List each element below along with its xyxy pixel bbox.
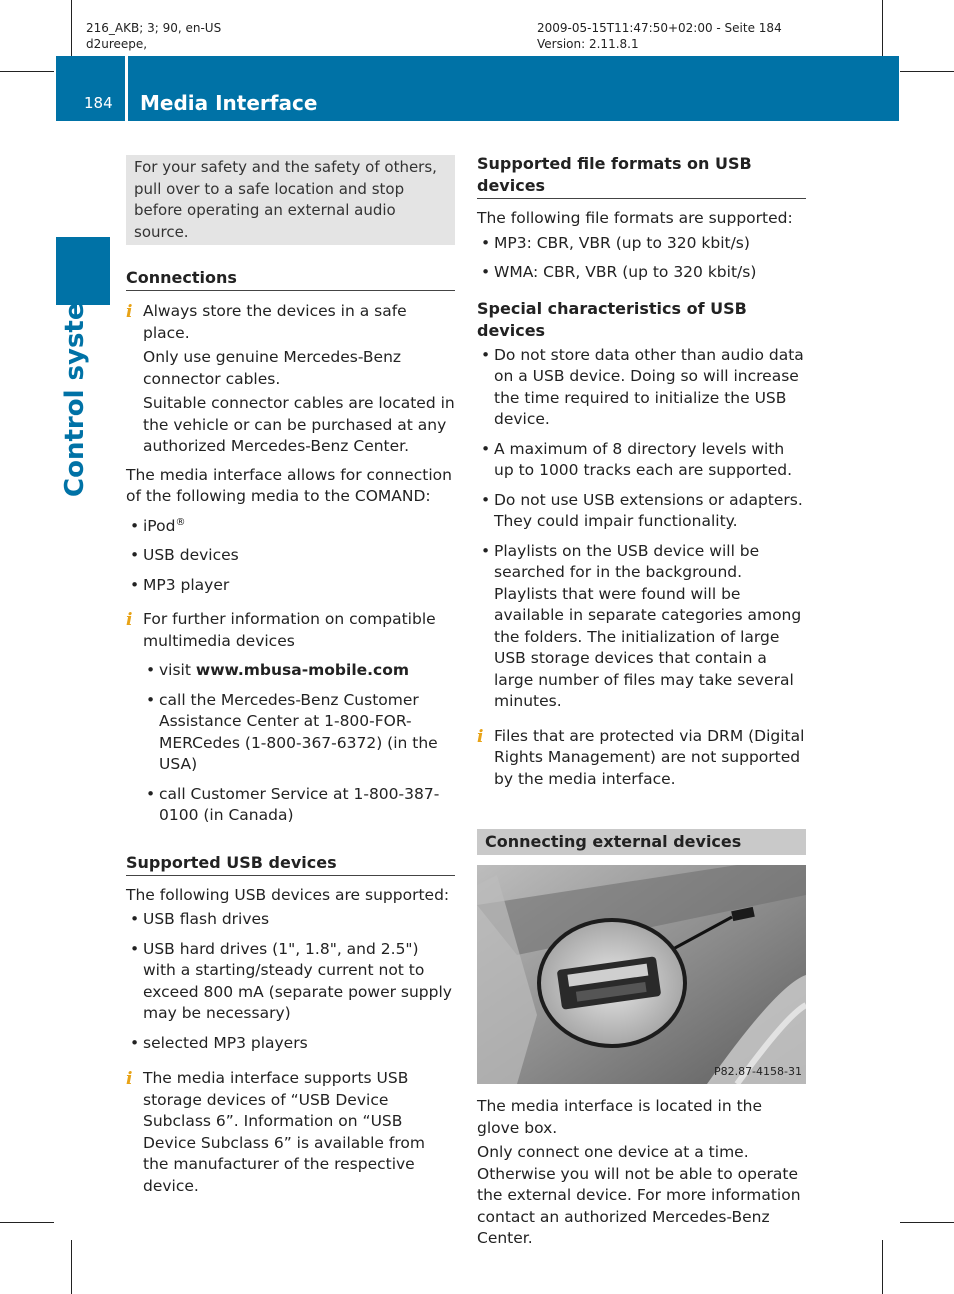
info-note (477, 726, 806, 791)
header-divider (125, 56, 128, 121)
list-item: • Do not store data other than audio data on a USB device. Doing so will increase the time required to initialize the USB device. (477, 345, 806, 431)
list-item: • selected MP3 players (126, 1033, 455, 1055)
list-item: • USB hard drives (1", 1.8", and 2.5") with a starting/steady current not to exceed 800 mA (separate power supply may be necessary) (126, 939, 455, 1025)
list-item: • WMA: CBR, VBR (up to 320 kbit/s) (477, 262, 806, 284)
info-icon: i (477, 726, 484, 747)
photo-code: P82.87-4158-31 (713, 1064, 802, 1078)
list-item: • USB devices (126, 545, 455, 567)
crop-mark (900, 71, 954, 72)
print-meta-right (537, 20, 782, 52)
meta-line: d2ureepe, (86, 37, 148, 51)
website-link[interactable]: www.mbusa-mobile.com (195, 661, 410, 679)
list-item: • MP3: CBR, VBR (up to 320 kbit/s) (477, 233, 806, 255)
crop-mark (900, 1222, 954, 1223)
info-icon: i (126, 610, 133, 630)
info-note (126, 301, 455, 458)
crop-mark (882, 0, 883, 56)
list-item: • USB flash drives (126, 909, 455, 931)
info-text: Suitable connector cables are located in the vehicle or can be purchased at any authorized Mercedes-Benz Center. (143, 394, 455, 455)
info-text: For further information on compatible multimedia devices (143, 610, 436, 650)
crop-mark (71, 1240, 72, 1294)
info-text: Always store the devices in a safe place. (143, 302, 407, 342)
info-text: Files that are protected via DRM (Digital Rights Management) are not supported by the media interface. (494, 726, 805, 788)
list-item: • Do not use USB extensions or adapters. They could impair functionality. (477, 490, 806, 533)
usb-special-heading: Special characteristics of USB devices (477, 298, 747, 340)
crop-mark (0, 71, 54, 72)
list-item: • call Customer Service at 1-800-387-0100 (in Canada) (126, 784, 455, 827)
body-text: The media interface is located in the glove box. (477, 1097, 763, 1137)
list-item-text: iPod (143, 516, 176, 535)
left-column (126, 155, 455, 1197)
registered-mark: ® (175, 516, 186, 528)
glovebox-illustration (477, 865, 806, 1084)
section-label: Control systems (60, 259, 90, 497)
print-meta-left (86, 20, 221, 52)
meta-line: 216_AKB; 3; 90, en-US (86, 21, 222, 35)
info-text: The media interface supports USB storage devices of “USB Device Subclass 6”. Information on “USB Device Subclass 6” is available from the manufacturer of the respective device. (143, 1069, 425, 1195)
right-column (477, 153, 806, 1250)
list-item (126, 516, 455, 538)
page-number: 184 (84, 94, 113, 112)
crop-mark (0, 1222, 54, 1223)
page-title: Media Interface (140, 91, 318, 115)
list-item (126, 660, 455, 682)
info-text: Only use genuine Mercedes-Benz connector cables. (143, 348, 402, 388)
crop-mark (71, 0, 72, 56)
info-icon: i (126, 1069, 133, 1089)
info-note (126, 609, 455, 652)
list-item: • MP3 player (126, 575, 455, 597)
list-item: • call the Mercedes-Benz Customer Assistance Center at 1-800-FOR-MERCedes (1-800-367-6372) (in the USA) (126, 690, 455, 776)
body-text: The media interface allows for connection of the following media to the COMAND: (126, 465, 452, 505)
usb-devices-heading: Supported USB devices (126, 852, 455, 876)
meta-line: Version: 2.11.8.1 (537, 37, 639, 51)
info-icon: i (126, 302, 133, 322)
page-header (56, 56, 899, 121)
body-text: The following file formats are supported: (477, 209, 793, 227)
list-item-text: visit (159, 661, 196, 679)
connecting-heading: Connecting external devices (477, 829, 806, 855)
body-text: Only connect one device at a time. Otherwise you will not be able to operate the external device. For more information contact an authorized Mercedes-Benz Center. (477, 1143, 801, 1247)
safety-warning: For your safety and the safety of others, pull over to a safe location and stop before operating an external audio source. (126, 155, 455, 245)
info-note (126, 1068, 455, 1197)
meta-line: 2009-05-15T11:47:50+02:00 - Seite 184 (537, 21, 782, 35)
connections-heading: Connections (126, 267, 455, 291)
crop-mark (882, 1240, 883, 1294)
list-item: • A maximum of 8 directory levels with up to 1000 tracks each are supported. (477, 439, 806, 482)
glovebox-photo (477, 865, 806, 1084)
body-text: The following USB devices are supported: (126, 885, 450, 904)
file-formats-heading: Supported file formats on USB devices (477, 153, 806, 199)
list-item: • Playlists on the USB device will be searched for in the background. Playlists that were found will be available in separate categories among the folders. The initialization of large USB storage devices that contain a large number of files may take several minutes. (477, 541, 806, 713)
